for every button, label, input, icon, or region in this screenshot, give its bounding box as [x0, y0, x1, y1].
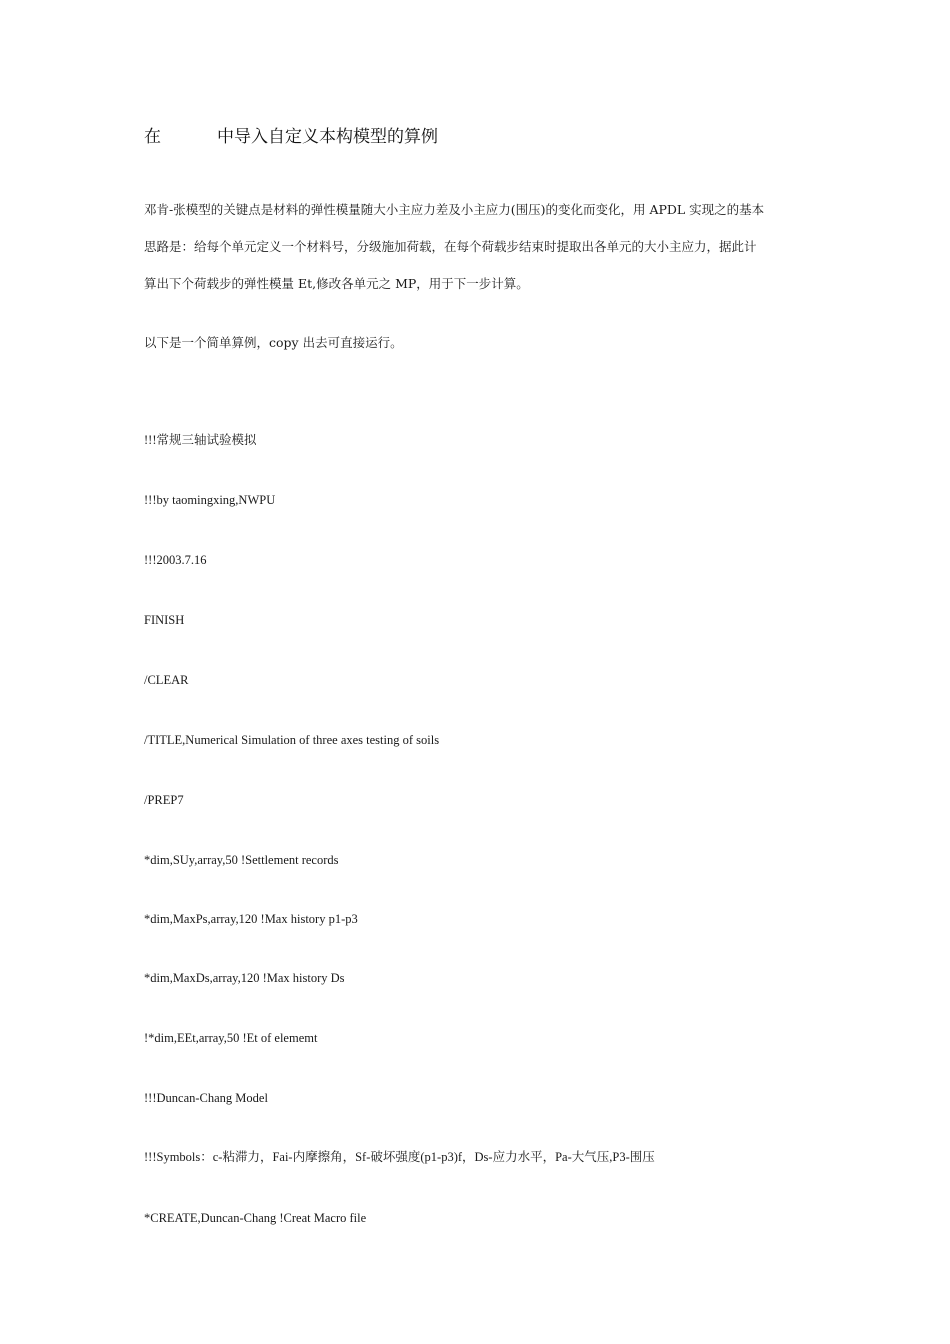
- code-line: *dim,MaxDs,array,120 !Max history Ds: [144, 971, 345, 985]
- intro-line: 思路是：给每个单元定义一个材料号，分级施加荷载，在每个荷载步结束时提取出各单元的大小主应力，据此计: [144, 239, 757, 254]
- code-line: !!!by taomingxing,NWPU: [144, 493, 276, 507]
- title-main: 中导入自定义本构模型的算例: [217, 127, 438, 147]
- intro-line: 算出下个荷载步的弹性模量 Et,修改各单元之 MP，用于下一步计算。: [144, 276, 529, 291]
- code-line: *dim,SUy,array,50 !Settlement records: [144, 853, 339, 867]
- intro-note-text: 以下是一个简单算例，copy 出去可直接运行。: [144, 335, 403, 350]
- code-line: /CLEAR: [144, 673, 189, 687]
- code-line: FINISH: [144, 613, 185, 627]
- document-title: [144, 126, 438, 148]
- code-line: !!!常规三轴试验模拟: [144, 433, 257, 447]
- code-line: *dim,MaxPs,array,120 !Max history p1-p3: [144, 912, 358, 926]
- intro-paragraph: [144, 191, 810, 302]
- code-line: /TITLE,Numerical Simulation of three axes testing of soils: [144, 733, 440, 747]
- intro-line: 邓肯-张模型的关键点是材料的弹性模量随大小主应力差及小主应力(围压)的变化而变化，用 APDL 实现之的基本: [144, 202, 765, 217]
- code-line: !!!2003.7.16: [144, 553, 207, 567]
- code-line: /PREP7: [144, 793, 184, 807]
- intro-note: [144, 324, 810, 361]
- code-line: !!!Symbols：c-粘滞力，Fai-内摩擦角，Sf-破坏强度(p1-p3)f，Ds-应力水平，Pa-大气压,P3-围压: [144, 1150, 655, 1164]
- code-line: !!!Duncan-Chang Model: [144, 1091, 268, 1105]
- code-line: *CREATE,Duncan-Chang !Creat Macro file: [144, 1211, 367, 1225]
- title-prefix: 在: [144, 127, 161, 147]
- code-line: !*dim,EEt,array,50 !Et of elememt: [144, 1031, 318, 1045]
